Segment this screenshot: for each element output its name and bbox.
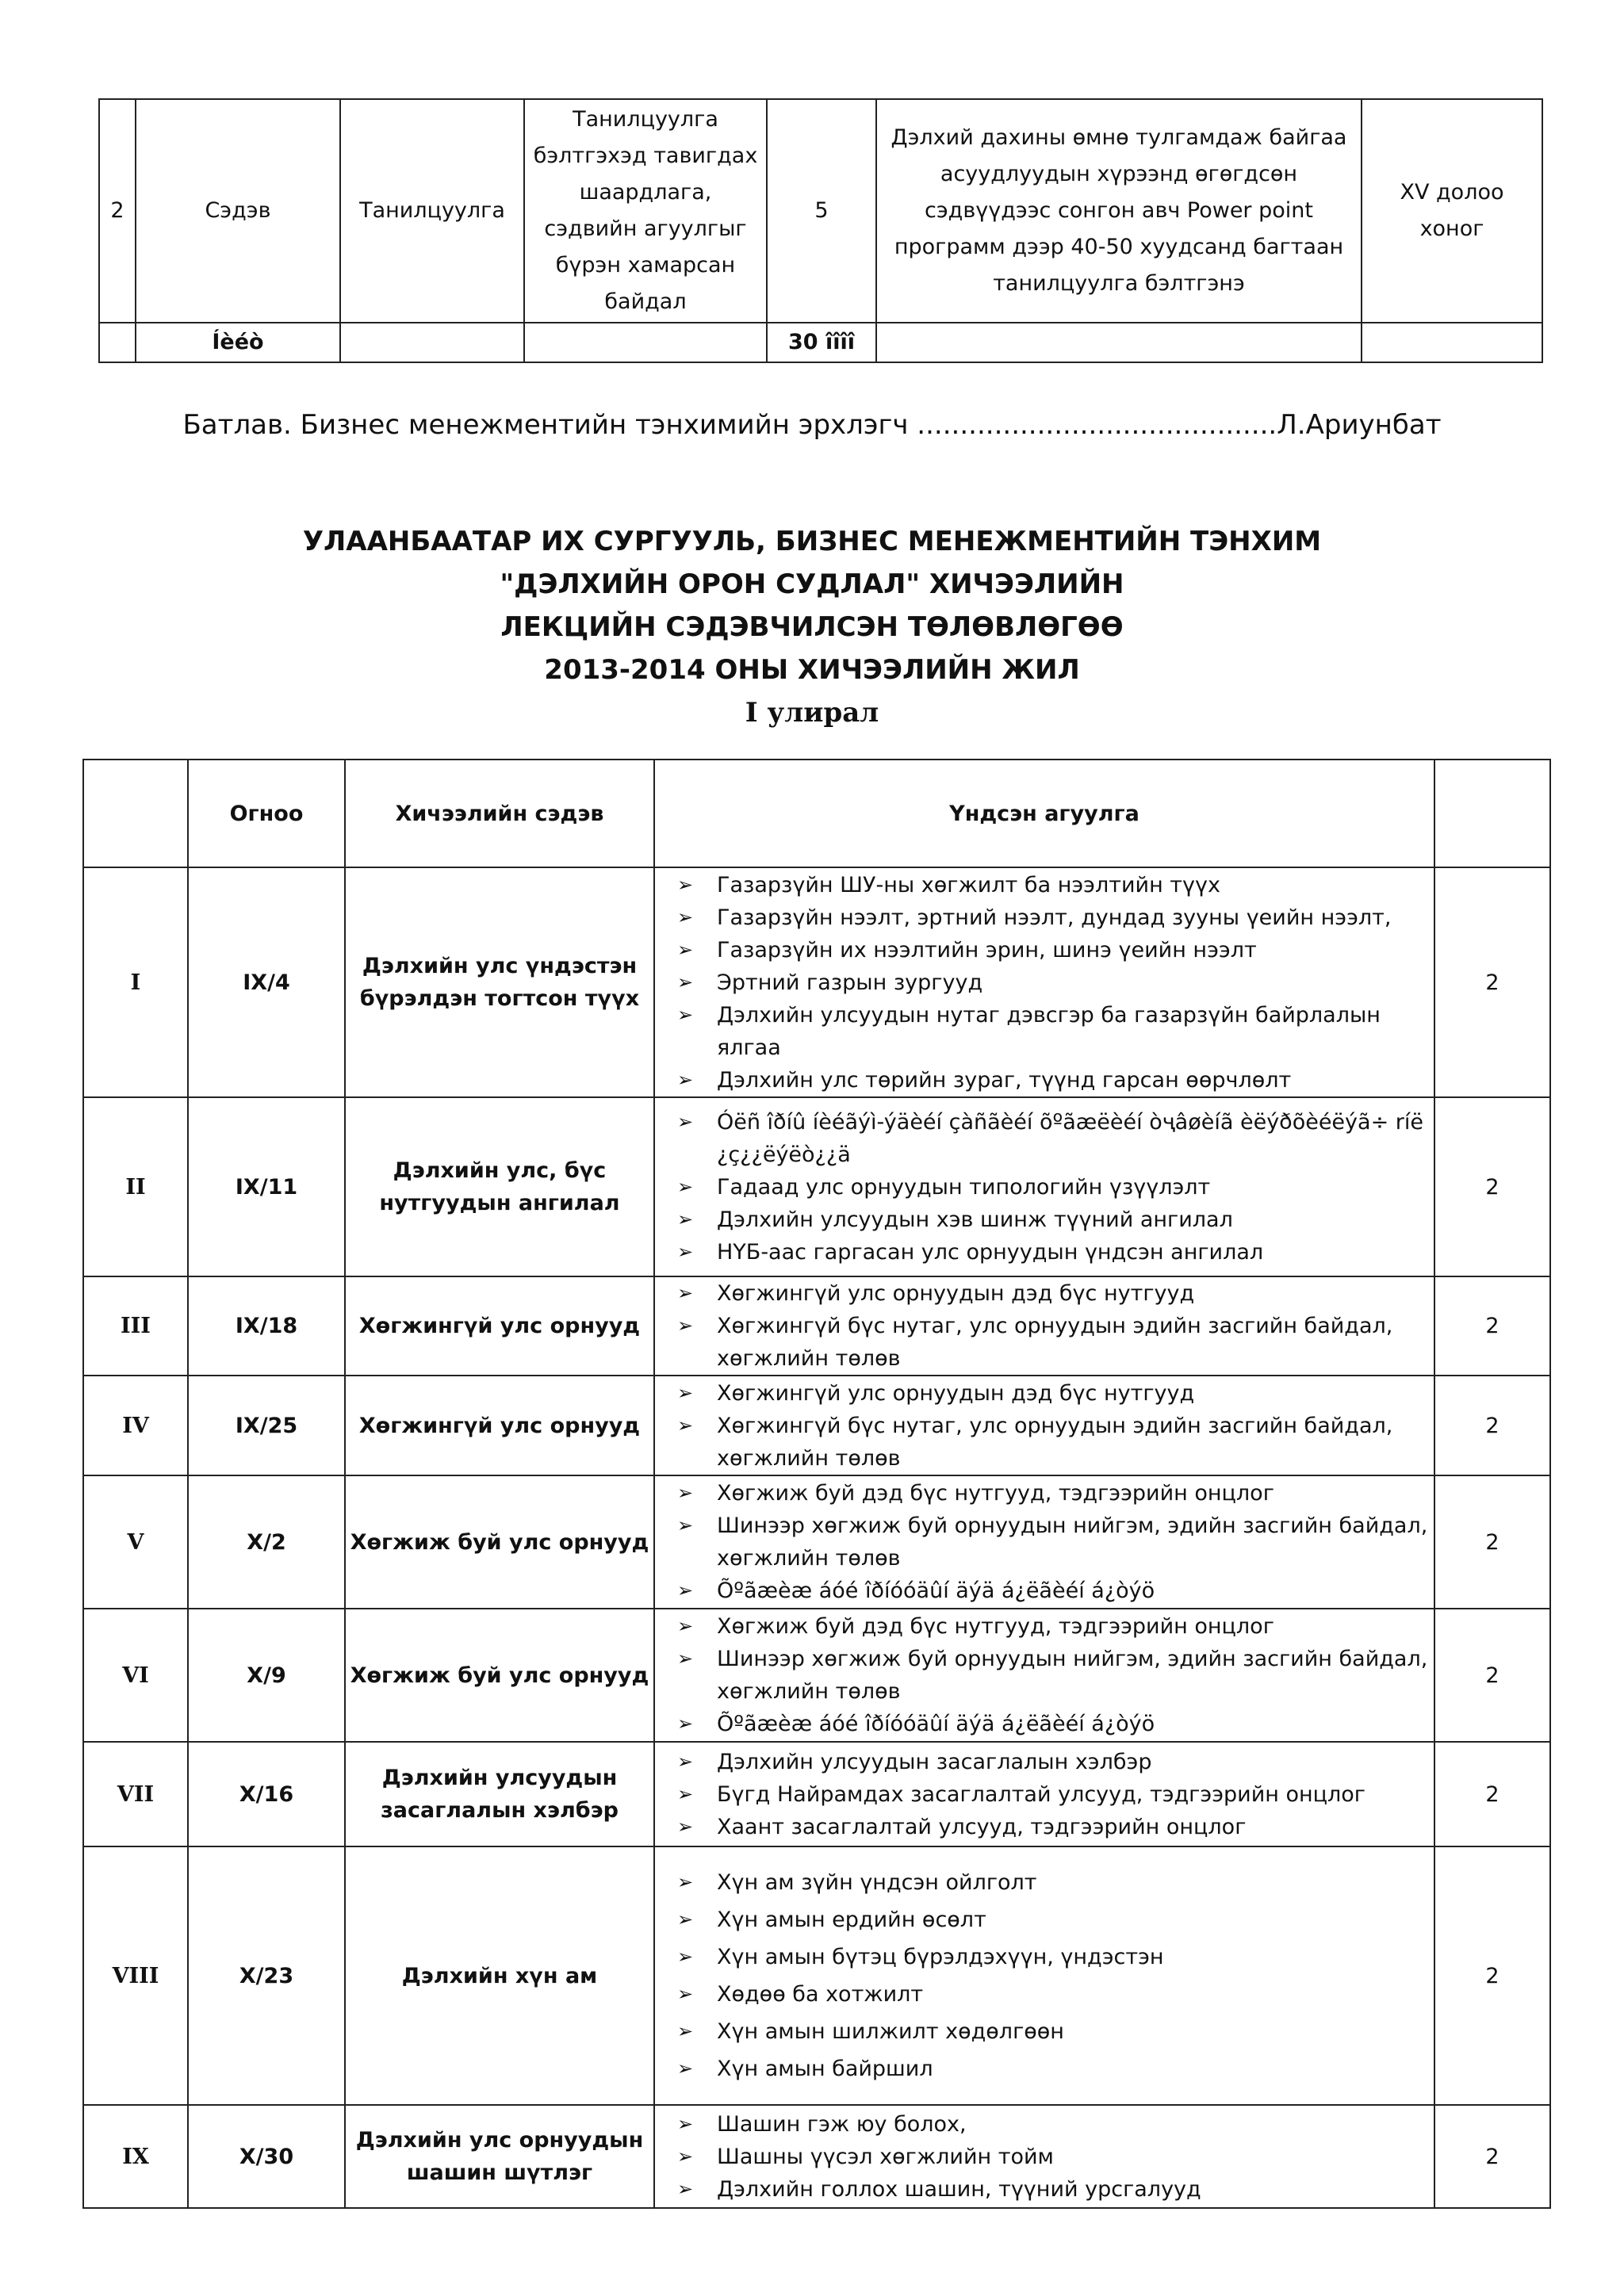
lecture-topic: Хөгжиж буй улс орнууд — [345, 1475, 654, 1609]
list-item-text: Хөгжиж буй дэд бүс нутгууд, тэдгээрийн онцлог — [717, 1481, 1274, 1506]
table-row — [83, 1475, 1550, 1609]
arrow-bullet-icon: ➢ — [676, 1068, 694, 1091]
list-item-text: Óëñ îðíû íèéãýì-ýäèéí çàñãèéí õºãæëèéí òҷâøèíã èëýðõèéëýã÷ ríë ¿ç¿¿ëýëò¿¿ä — [717, 1109, 1423, 1167]
list-item-text: Дэлхийн улс төрийн зураг, түүнд гарсан өөрчлөлт — [717, 1067, 1292, 1093]
table-row — [83, 1609, 1550, 1742]
assessment-task: Дэлхий дахины өмнө тулгамдаж байгаа асуудлуудын хүрээнд өгөгдсөн сэдвүүдээс сонгон авч Power point программ дээр 40-50 хуудсанд багтаан танилцуулга бэлтгэнэ — [876, 99, 1362, 323]
lecture-number: V — [83, 1475, 188, 1609]
lecture-topic: Хөгжиж буй улс орнууд — [345, 1609, 654, 1742]
list-item-text: Гадаад улс орнуудын типологийн үзүүлэлт — [717, 1174, 1211, 1200]
arrow-bullet-icon: ➢ — [676, 1871, 694, 1893]
arrow-bullet-icon: ➢ — [676, 1647, 694, 1670]
list-item-text: Хөгжиж буй дэд бүс нутгууд, тэдгээрийн онцлог — [717, 1614, 1274, 1639]
lecture-date: IX/18 — [188, 1276, 345, 1376]
total-row — [99, 323, 1542, 362]
list-item — [669, 999, 1429, 1064]
list-item-text: Хүн амын ердийн өсөлт — [717, 1908, 986, 1932]
table-row — [83, 1846, 1550, 2105]
total-empty — [1362, 323, 1542, 362]
list-item — [669, 2141, 1429, 2173]
list-item — [669, 2108, 1429, 2141]
table-row — [83, 1376, 1550, 1475]
total-empty — [524, 323, 767, 362]
lecture-hours: 2 — [1434, 2105, 1550, 2208]
arrow-bullet-icon: ➢ — [676, 2112, 694, 2135]
arrow-bullet-icon: ➢ — [676, 1712, 694, 1735]
list-item — [669, 1811, 1429, 1843]
assessment-form: Танилцуулга — [340, 99, 524, 323]
list-item-text: Газарзүйн ШУ-ны хөгжилт ба нээлтийн түүх — [717, 872, 1220, 897]
lecture-date: X/23 — [188, 1846, 345, 2105]
lecture-hours: 2 — [1434, 1376, 1550, 1475]
table-row — [83, 2105, 1550, 2208]
list-item — [669, 1106, 1429, 1171]
list-item — [669, 1610, 1429, 1643]
list-item-text: Дэлхийн улсуудын нутаг дэвсгэр ба газарзүйн байрлалын ялгаа — [717, 1002, 1381, 1060]
lecture-number: VI — [83, 1609, 188, 1742]
list-item — [669, 1643, 1429, 1708]
lecture-hours: 2 — [1434, 867, 1550, 1097]
list-item-text: Хөгжингүй улс орнуудын дэд бүс нутгууд — [717, 1281, 1195, 1306]
table-row — [83, 867, 1550, 1097]
list-item-text: Õºãæèæ áóé îðíóóäûí äýä á¿ëãèéí á¿òýö — [717, 1712, 1155, 1736]
lecture-topic: Дэлхийн улс үндэстэн бүрэлдэн тогтсон түүх — [345, 867, 654, 1097]
lecture-hours: 2 — [1434, 1276, 1550, 1376]
table-header-row — [83, 760, 1550, 867]
arrow-bullet-icon: ➢ — [676, 1579, 694, 1601]
lecture-topic: Хөгжингүй улс орнууд — [345, 1376, 654, 1475]
arrow-bullet-icon: ➢ — [676, 1782, 694, 1805]
lecture-content — [654, 1742, 1434, 1846]
lecture-hours: 2 — [1434, 1609, 1550, 1742]
table-row — [83, 1742, 1550, 1846]
content-list — [669, 1477, 1429, 1607]
list-item-text: Шашин гэж юу болох, — [717, 2111, 967, 2137]
arrow-bullet-icon: ➢ — [676, 1381, 694, 1404]
list-item — [669, 1864, 1429, 1901]
header-topic: Хичээлийн сэдэв — [345, 760, 654, 867]
assessment-deadline: XV долоо хоног — [1362, 99, 1542, 323]
lecture-content — [654, 1276, 1434, 1376]
arrow-bullet-icon: ➢ — [676, 1514, 694, 1536]
arrow-bullet-icon: ➢ — [676, 1003, 694, 1026]
lecture-number: III — [83, 1276, 188, 1376]
lecture-number: I — [83, 867, 188, 1097]
lecture-number: VII — [83, 1742, 188, 1846]
lecture-topic: Дэлхийн улс орнуудын шашин шүтлэг — [345, 2105, 654, 2208]
lecture-content — [654, 1376, 1434, 1475]
list-item-text: Хөгжингүй бүс нутаг, улс орнуудын эдийн засгийн байдал, хөгжлийн төлөв — [717, 1413, 1393, 1471]
header-number — [83, 760, 188, 867]
list-item-text: Хөдөө ба хотжилт — [717, 1982, 924, 2007]
list-item-text: НҮБ-аас гаргасан улс орнуудын үндсэн ангилал — [717, 1239, 1264, 1265]
list-item-text: Хаант засаглалтай улсууд, тэдгээрийн онцлог — [717, 1814, 1247, 1839]
lecture-topic: Дэлхийн улс, бүс нутгуудын ангилал — [345, 1097, 654, 1276]
lecture-topic: Дэлхийн хүн ам — [345, 1846, 654, 2105]
arrow-bullet-icon: ➢ — [676, 1750, 694, 1773]
list-item — [669, 2013, 1429, 2050]
assessment-table — [98, 98, 1543, 363]
lecture-content — [654, 867, 1434, 1097]
arrow-bullet-icon: ➢ — [676, 1615, 694, 1637]
header-content: Үндсэн агуулга — [654, 760, 1434, 867]
lecture-date: IX/4 — [188, 867, 345, 1097]
lecture-date: IX/25 — [188, 1376, 345, 1475]
title-line-term: I улирал — [745, 697, 879, 729]
lecture-number: VIII — [83, 1846, 188, 2105]
total-empty — [340, 323, 524, 362]
list-item — [669, 901, 1429, 934]
arrow-bullet-icon: ➢ — [676, 1110, 694, 1133]
list-item — [669, 934, 1429, 966]
list-item-text: Õºãæèæ áóé îðíóóäûí äýä á¿ëãèéí á¿òýö — [717, 1578, 1155, 1603]
assessment-points: 5 — [767, 99, 876, 323]
header-hours — [1434, 760, 1550, 867]
content-list — [669, 1610, 1429, 1740]
title-line-year: 2013-2014 ОНЫ ХИЧЭЭЛИЙН ЖИЛ — [544, 654, 1080, 686]
arrow-bullet-icon: ➢ — [676, 1207, 694, 1230]
header-date: Огноо — [188, 760, 345, 867]
arrow-bullet-icon: ➢ — [676, 1482, 694, 1504]
list-item — [669, 1901, 1429, 1938]
total-empty — [876, 323, 1362, 362]
list-item — [669, 1477, 1429, 1510]
arrow-bullet-icon: ➢ — [676, 1240, 694, 1263]
lecture-hours: 2 — [1434, 1475, 1550, 1609]
table-row — [83, 1276, 1550, 1376]
lecture-content — [654, 1609, 1434, 1742]
list-item-text: Дэлхийн голлох шашин, түүний урсгалууд — [717, 2176, 1201, 2202]
content-list — [669, 1106, 1429, 1269]
arrow-bullet-icon: ➢ — [676, 1314, 694, 1337]
row-number: 2 — [99, 99, 136, 323]
list-item — [669, 1236, 1429, 1269]
assessment-criteria: Танилцуулга бэлтгэхэд тавигдах шаардлага, сэдвийн агуулгыг бүрэн хамарсан байдал — [524, 99, 767, 323]
list-item — [669, 1064, 1429, 1096]
lecture-number: IV — [83, 1376, 188, 1475]
list-item — [669, 1510, 1429, 1575]
approval-line: Батлав. Бизнес менежментийн тэнхимийн эрхлэгч ..........................................Л.Ариунбат — [182, 409, 1442, 441]
lecture-plan-table — [82, 759, 1551, 2209]
list-item-text: Хөгжингүй улс орнуудын дэд бүс нутгууд — [717, 1380, 1195, 1406]
list-item — [669, 1575, 1429, 1607]
list-item-text: Хүн ам зүйн үндсэн ойлголт — [717, 1870, 1037, 1895]
list-item — [669, 1708, 1429, 1740]
lecture-content — [654, 2105, 1434, 2208]
arrow-bullet-icon: ➢ — [676, 2145, 694, 2168]
list-item — [669, 1938, 1429, 1976]
lecture-hours: 2 — [1434, 1742, 1550, 1846]
lecture-topic: Хөгжингүй улс орнууд — [345, 1276, 654, 1376]
list-item — [669, 1976, 1429, 2013]
lecture-content — [654, 1846, 1434, 2105]
lecture-topic: Дэлхийн улсуудын засаглалын хэлбэр — [345, 1742, 654, 1846]
arrow-bullet-icon: ➢ — [676, 970, 694, 993]
list-item-text: Бүгд Найрамдах засаглалтай улсууд, тэдгээрийн онцлог — [717, 1781, 1365, 1807]
total-label: Íèéò — [136, 323, 340, 362]
lecture-hours: 2 — [1434, 1846, 1550, 2105]
arrow-bullet-icon: ➢ — [676, 1908, 694, 1931]
lecture-hours: 2 — [1434, 1097, 1550, 1276]
assessment-type: Сэдэв — [136, 99, 340, 323]
arrow-bullet-icon: ➢ — [676, 1983, 694, 2005]
content-list — [669, 1864, 1429, 2087]
table-row — [99, 99, 1542, 323]
arrow-bullet-icon: ➢ — [676, 938, 694, 961]
list-item — [669, 2050, 1429, 2087]
list-item — [669, 1377, 1429, 1410]
content-list — [669, 1746, 1429, 1843]
list-item-text: Хөгжингүй бүс нутаг, улс орнуудын эдийн засгийн байдал, хөгжлийн төлөв — [717, 1314, 1393, 1371]
lecture-date: X/30 — [188, 2105, 345, 2208]
lecture-date: IX/11 — [188, 1097, 345, 1276]
table-row — [83, 1097, 1550, 1276]
arrow-bullet-icon: ➢ — [676, 1946, 694, 1968]
arrow-bullet-icon: ➢ — [676, 2057, 694, 2080]
list-item-text: Шашны үүсэл хөгжлийн тойм — [717, 2144, 1054, 2169]
content-list — [669, 1377, 1429, 1475]
arrow-bullet-icon: ➢ — [676, 905, 694, 928]
list-item-text: Хүн амын шилжилт хөдөлгөөн — [717, 2019, 1064, 2044]
list-item — [669, 1171, 1429, 1203]
list-item-text: Газарзүйн их нээлтийн эрин, шинэ үеийн нээлт — [717, 937, 1257, 962]
list-item-text: Эртний газрын зургууд — [717, 970, 983, 995]
list-item-text: Шинээр хөгжиж буй орнуудын нийгэм, эдийн засгийн байдал, хөгжлийн төлөв — [717, 1513, 1428, 1571]
content-list — [669, 1277, 1429, 1375]
list-item-text: Шинээр хөгжиж буй орнуудын нийгэм, эдийн засгийн байдал, хөгжлийн төлөв — [717, 1647, 1428, 1704]
list-item — [669, 1410, 1429, 1475]
arrow-bullet-icon: ➢ — [676, 1175, 694, 1198]
list-item — [669, 1310, 1429, 1375]
lecture-date: X/16 — [188, 1742, 345, 1846]
title-line-course: "ДЭЛХИЙН ОРОН СУДЛАЛ" ХИЧЭЭЛИЙН — [500, 568, 1124, 600]
lecture-content — [654, 1097, 1434, 1276]
list-item — [669, 1778, 1429, 1811]
list-item-text: Дэлхийн улсуудын засаглалын хэлбэр — [717, 1749, 1152, 1774]
lecture-content — [654, 1475, 1434, 1609]
list-item-text: Газарзүйн нээлт, эртний нээлт, дундад зууны үеийн нээлт, — [717, 905, 1392, 930]
arrow-bullet-icon: ➢ — [676, 873, 694, 896]
list-item-text: Хүн амын байршил — [717, 2057, 933, 2081]
list-item — [669, 1203, 1429, 1236]
content-list — [669, 2108, 1429, 2206]
document-title — [0, 520, 1624, 734]
arrow-bullet-icon: ➢ — [676, 2020, 694, 2042]
lecture-number: II — [83, 1097, 188, 1276]
total-empty — [99, 323, 136, 362]
content-list — [669, 869, 1429, 1096]
arrow-bullet-icon: ➢ — [676, 1414, 694, 1437]
arrow-bullet-icon: ➢ — [676, 1282, 694, 1304]
lecture-date: X/9 — [188, 1609, 345, 1742]
title-line-university: УЛААНБААТАР ИХ СУРГУУЛЬ, БИЗНЕС МЕНЕЖМЕНТИЙН ТЭНХИМ — [302, 526, 1322, 557]
arrow-bullet-icon: ➢ — [676, 2177, 694, 2200]
lecture-number: IX — [83, 2105, 188, 2208]
list-item — [669, 1746, 1429, 1778]
arrow-bullet-icon: ➢ — [676, 1815, 694, 1838]
list-item-text: Хүн амын бүтэц бүрэлдэхүүн, үндэстэн — [717, 1945, 1164, 1969]
title-line-plan: ЛЕКЦИЙН СЭДЭВЧИЛСЭН ТӨЛӨВЛӨГӨӨ — [500, 611, 1124, 643]
list-item — [669, 966, 1429, 999]
list-item-text: Дэлхийн улсуудын хэв шинж түүний ангилал — [717, 1207, 1233, 1232]
list-item — [669, 1277, 1429, 1310]
list-item — [669, 2173, 1429, 2206]
lecture-date: X/2 — [188, 1475, 345, 1609]
total-value: 30 îîîî — [767, 323, 876, 362]
list-item — [669, 869, 1429, 901]
